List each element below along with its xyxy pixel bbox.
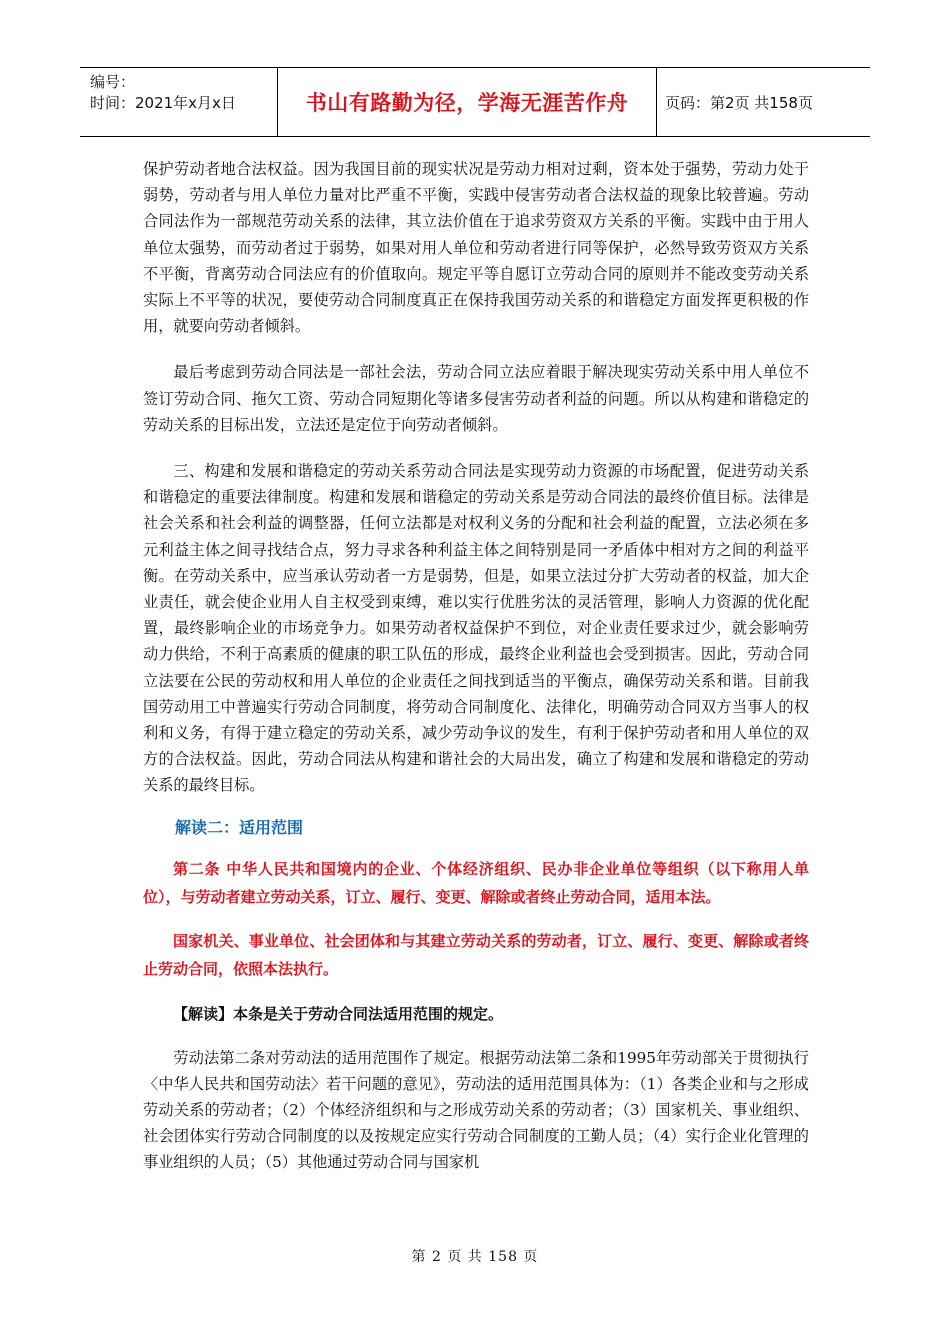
paragraph-harmonious-relations: 三、构建和发展和谐稳定的劳动关系劳动合同法是实现劳动力资源的市场配置，促进劳动关系和谐稳定的重要法律制度。构建和发展和谐稳定的劳动关系是劳动合同法的最终价值目标。法律是社会关系和社会利益的调整器，任何立法都是对权利义务的分配和社会利益的配置，立法必须在多元利益主体之间寻找结合点，努力寻求各种利益主体之间特别是同一矛盾体中相对方之间的利益平衡。在劳动关系中，应当承认劳动者一方是弱势，但是，如果立法过分扩大劳动者的权益，加大企业责任，就会使企业用人自主权受到束缚，难以实行优胜劣汰的灵活管理，影响人力资源的优化配置，最终影响企业的市场竞争力。如果劳动者权益保护不到位，对企业责任要求过少，就会影响劳动力供给，不利于高素质的健康的职工队伍的形成，最终企业利益也会受到损害。因此，劳动合同立法要在公民的劳动权和用人单位的企业责任之间找到适当的平衡点，确保劳动关系和谐。目前我国劳动用工中普遍实行劳动合同制度，将劳动合同制度化、法律化，明确劳动合同双方当事人的权利和义务，有得于建立稳定的劳动关系，减少劳动争议的发生，有利于保护劳动者和用人单位的双方的合法权益。因此，劳动合同法从构建和谐社会的大局出发，确立了构建和发展和谐稳定的劳动关系的最终目标。 — [143, 462, 809, 795]
law-article-2: 第二条 中华人民共和国境内的企业、个体经济组织、民办非企业单位等组织（以下称用人单位），与劳动者建立劳动关系，订立、履行、变更、解除或者终止劳动合同，适用本法。 — [143, 859, 809, 906]
law-article-2-clause-2: 国家机关、事业单位、社会团体和与其建立劳动关系的劳动者，订立、履行、变更、解除或者终止劳动合同，依照本法执行。 — [143, 931, 809, 978]
header-meta — [80, 68, 278, 136]
page-header — [80, 67, 870, 137]
interpretation-label: 【解读】本条是关于劳动合同法适用范围的规定。 — [173, 1004, 504, 1023]
page-footer: 第 2 页 共 158 页 — [411, 1249, 539, 1265]
document-body — [143, 156, 809, 1176]
paragraph-social-law: 最后考虑到劳动合同法是一部社会法，劳动合同立法应着眼于解决现实劳动关系中用人单位不签订劳动合同、拖欠工资、劳动合同短期化等诸多侵害劳动者利益的问题。所以从构建和谐稳定的劳动关系的目标出发，立法还是定位于向劳动者倾斜。 — [143, 363, 809, 434]
header-motto: 书山有路勤为径，学海无涯苦作舟 — [278, 68, 657, 136]
document-date-label: 时间：2021年x月x日 — [90, 94, 236, 112]
header-page-info: 页码：第2页 共158页 — [665, 93, 813, 112]
paragraph-continued: 保护劳动者地合法权益。因为我国目前的现实状况是劳动力相对过剩，资本处于强势，劳动力处于弱势，劳动者与用人单位力量对比严重不平衡，实践中侵害劳动者合法权益的现象比较普遍。劳动合同法作为一部规范劳动关系的法律，其立法价值在于追求劳资双方关系的平衡。实践中由于用人单位太强势，而劳动者过于弱势，如果对用人单位和劳动者进行同等保护，必然导致劳资双方关系不平衡，背离劳动合同法应有的价值取向。规定平等自愿订立劳动合同的原则并不能改变劳动关系实际上不平等的状况，要使劳动合同制度真正在保持我国劳动关系的和谐稳定方面发挥更积极的作用，就要向劳动者倾斜。 — [143, 160, 809, 336]
section-heading: 解读二：适用范围 — [175, 817, 304, 837]
document-number-label: 编号： — [90, 73, 136, 91]
paragraph-scope: 劳动法第二条对劳动法的适用范围作了规定。根据劳动法第二条和1995年劳动部关于贯彻执行〈中华人民共和国劳动法〉若干问题的意见》，劳动法的适用范围具体为：（1）各类企业和与之形成劳动关系的劳动者；（2）个体经济组织和与之形成劳动关系的劳动者；（3）国家机关、事业组织、社会团体实行劳动合同制度的以及按规定应实行劳动合同制度的工勤人员；（4）实行企业化管理的事业组织的人员；（5）其他通过劳动合同与国家机 — [143, 1048, 809, 1172]
